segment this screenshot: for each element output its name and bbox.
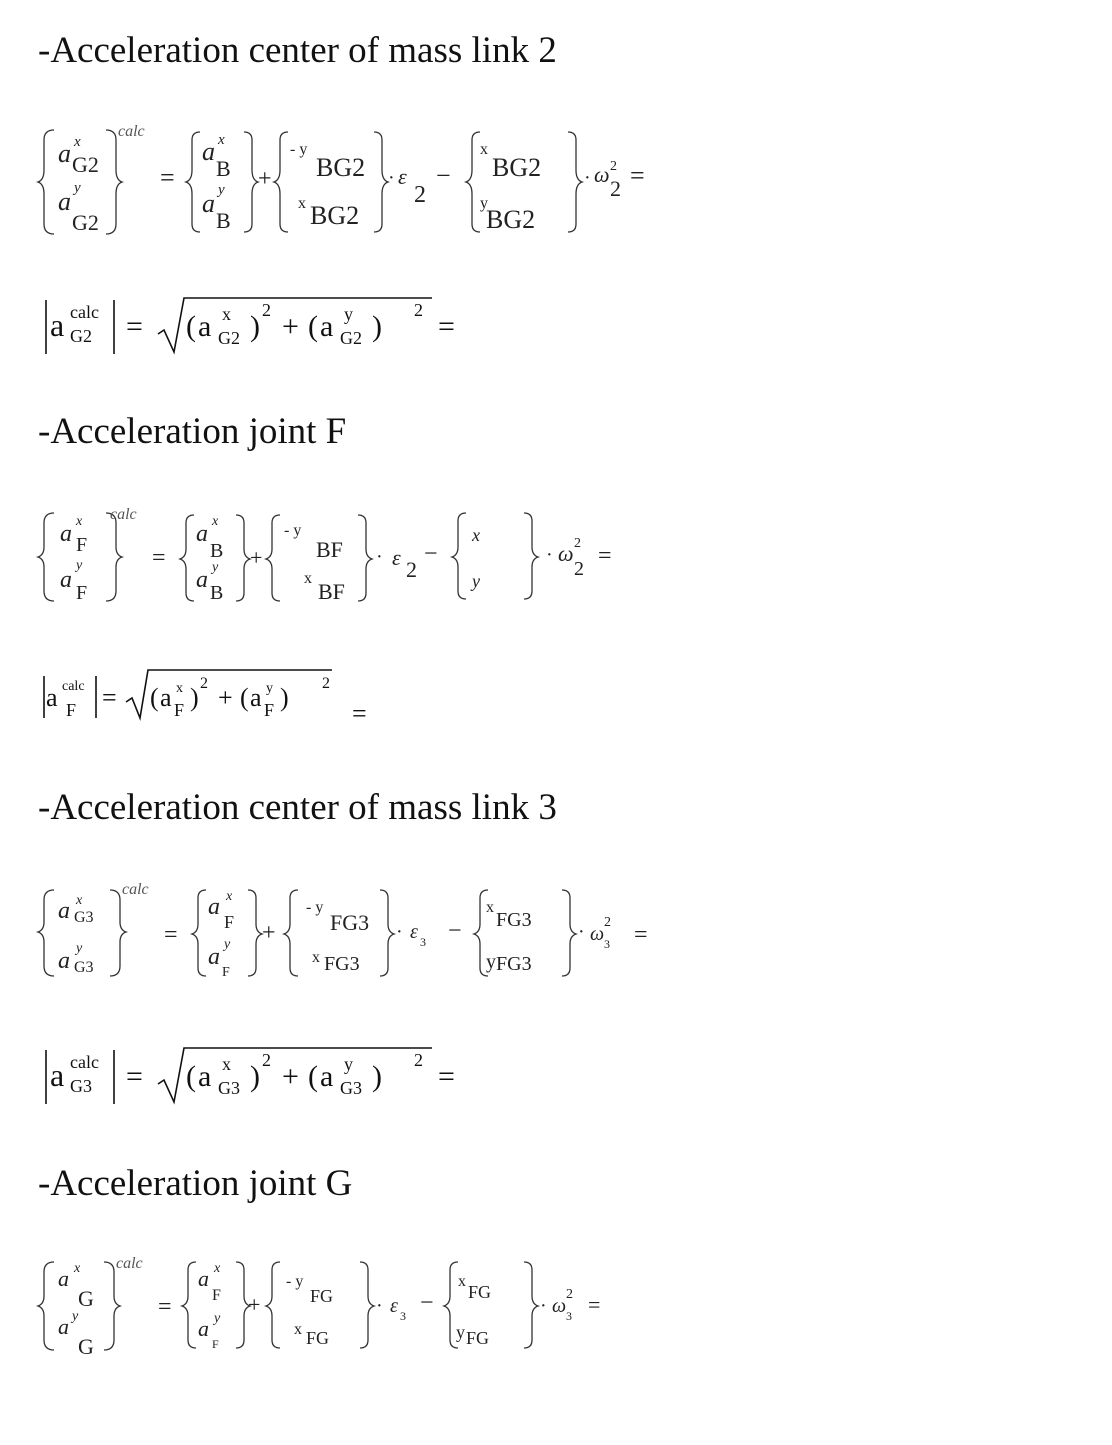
svg-text:): ) [250, 310, 260, 343]
lhs-top-sup: x [74, 134, 81, 150]
svg-text:2: 2 [414, 300, 423, 320]
omega-sub: 2 [610, 176, 621, 201]
svg-text:FG: FG [310, 1286, 334, 1306]
svg-text:): ) [190, 683, 199, 712]
svg-text:−: − [448, 918, 462, 944]
svg-text:2: 2 [414, 1050, 423, 1070]
svg-text:FG3: FG3 [330, 910, 370, 935]
svg-text:3: 3 [566, 1309, 572, 1323]
vector-equation [40, 118, 680, 248]
svg-text:F: F [222, 965, 230, 980]
term3-bot-sub: BG2 [486, 205, 536, 234]
svg-text:2: 2 [322, 675, 330, 692]
svg-text:B: B [210, 540, 224, 562]
left-brace [38, 130, 54, 234]
term2-top-sub: BG2 [316, 153, 366, 182]
svg-text:(: ( [240, 683, 249, 712]
vector-equation [40, 1250, 660, 1360]
svg-text:a: a [320, 310, 334, 343]
svg-text:a: a [46, 683, 58, 712]
svg-text:x: x [222, 304, 231, 324]
calc-superscript: calc [118, 123, 145, 140]
omega: ω [594, 162, 610, 187]
svg-text:ε: ε [392, 545, 401, 570]
svg-text:x: x [76, 514, 83, 529]
term3-bot-prefix: y [480, 195, 488, 212]
vector-equation [40, 503, 680, 613]
magnitude-equation [40, 290, 520, 360]
svg-text:(: ( [186, 1060, 196, 1093]
svg-text:F: F [212, 1337, 219, 1351]
svg-text:y: y [76, 558, 83, 573]
term2-bot-prefix: x [298, 195, 306, 212]
svg-text:F: F [224, 912, 235, 932]
svg-text:−: − [420, 1290, 434, 1316]
svg-text:a: a [198, 1316, 209, 1341]
svg-text:- y: - y [286, 1273, 304, 1290]
svg-text:y: y [456, 1322, 465, 1342]
vector-equation [40, 876, 700, 986]
svg-text:x: x [226, 889, 233, 904]
svg-text:G3: G3 [74, 959, 94, 976]
svg-text:2: 2 [566, 1287, 573, 1302]
svg-text:a: a [50, 1057, 65, 1093]
svg-text:calc: calc [110, 506, 137, 523]
term1-bot-sub: B [216, 208, 231, 233]
svg-text:+: + [282, 310, 299, 343]
svg-text:x: x [76, 893, 83, 908]
svg-text:y: y [486, 951, 496, 973]
section-heading: -Acceleration joint F [38, 411, 347, 452]
svg-text:calc: calc [116, 1255, 143, 1272]
svg-text:G3: G3 [340, 1078, 362, 1098]
svg-text:a: a [196, 521, 208, 547]
svg-text:=: = [352, 699, 367, 728]
svg-text:+: + [218, 683, 233, 712]
svg-text:y: y [76, 941, 83, 956]
epsilon-sub: 2 [414, 182, 426, 208]
svg-text:(: ( [308, 1060, 318, 1093]
equals-sign: = [126, 310, 143, 343]
svg-text:BF: BF [318, 579, 345, 604]
svg-text:=: = [152, 545, 166, 571]
dot-operator: · [388, 167, 395, 189]
section-heading: -Acceleration center of mass link 2 [38, 30, 557, 71]
svg-text:F: F [76, 582, 88, 604]
lhs-bot-sub: G2 [72, 210, 99, 235]
svg-text:): ) [280, 683, 289, 712]
section-heading: -Acceleration joint G [38, 1163, 353, 1204]
svg-text:G3: G3 [218, 1078, 240, 1098]
term1-top-base: a [202, 137, 215, 166]
svg-text:FG: FG [468, 1282, 492, 1302]
plus-sign: + [258, 166, 272, 192]
svg-text:y: y [344, 1054, 353, 1074]
svg-text:=: = [102, 683, 117, 712]
svg-text:2: 2 [262, 300, 271, 320]
svg-text:calc: calc [122, 881, 149, 898]
svg-text:·: · [546, 544, 553, 566]
svg-text:a: a [250, 683, 262, 712]
svg-text:x: x [304, 570, 312, 587]
omega-sup: 2 [610, 159, 617, 174]
dot-operator: · [584, 167, 591, 189]
svg-text:G: G [78, 1286, 94, 1311]
section-heading: -Acceleration center of mass link 3 [38, 787, 557, 828]
svg-text:a: a [320, 1060, 334, 1093]
svg-text:(: ( [150, 683, 159, 712]
svg-text:=: = [164, 922, 178, 948]
lhs-bot-base: a [58, 187, 71, 216]
svg-text:a: a [60, 521, 72, 547]
lhs-top-sub: G2 [72, 152, 99, 177]
mag-sub: G2 [70, 326, 92, 346]
svg-text:a: a [58, 1314, 69, 1339]
svg-text:FG3: FG3 [496, 953, 532, 975]
svg-text:·: · [540, 1295, 547, 1317]
svg-text:x: x [312, 949, 320, 966]
svg-text:F: F [66, 700, 77, 720]
term1-top-sub: B [216, 156, 231, 181]
svg-text:x: x [486, 899, 494, 916]
svg-text:(: ( [186, 310, 196, 343]
svg-text:G3: G3 [70, 1076, 92, 1096]
svg-text:2: 2 [604, 915, 611, 930]
svg-text:FG3: FG3 [324, 953, 360, 975]
svg-text:B: B [210, 582, 224, 604]
svg-text:x: x [458, 1273, 466, 1290]
svg-text:ω: ω [558, 541, 574, 566]
svg-text:·: · [578, 921, 585, 943]
svg-text:a: a [60, 567, 72, 593]
svg-text:x: x [74, 1261, 81, 1276]
svg-text:=: = [598, 543, 612, 569]
svg-text:3: 3 [420, 935, 426, 949]
svg-text:ω: ω [590, 923, 605, 945]
svg-text:=: = [126, 1060, 143, 1093]
svg-text:a: a [58, 1266, 69, 1291]
svg-text:x: x [222, 1054, 231, 1074]
term1-bot-sup: y [218, 182, 225, 198]
svg-text:y: y [344, 304, 353, 324]
svg-text:x: x [472, 525, 480, 545]
svg-text:- y: - y [284, 522, 302, 539]
svg-text:a: a [198, 1060, 212, 1093]
svg-text:BF: BF [316, 537, 343, 562]
equals-sign: = [160, 163, 175, 192]
right-brace [106, 130, 122, 234]
svg-text:2: 2 [406, 557, 417, 582]
svg-text:F: F [264, 700, 275, 720]
svg-text:a: a [196, 567, 208, 593]
svg-text:=: = [438, 1060, 455, 1093]
svg-text:FG: FG [466, 1328, 490, 1348]
svg-text:3: 3 [400, 1309, 406, 1323]
svg-text:ω: ω [552, 1295, 567, 1317]
svg-text:F: F [76, 534, 88, 556]
svg-text:y: y [212, 560, 219, 575]
lhs-bot-sup: y [74, 180, 81, 196]
svg-text:a: a [208, 944, 220, 970]
svg-text:G: G [78, 1334, 94, 1359]
svg-text:(: ( [308, 310, 318, 343]
svg-text:x: x [212, 514, 219, 529]
svg-text:x: x [176, 681, 183, 696]
svg-text:G3: G3 [74, 909, 94, 926]
svg-text:+: + [250, 545, 263, 570]
svg-text:y: y [72, 1309, 79, 1324]
svg-text:a: a [58, 898, 70, 924]
svg-text:): ) [372, 310, 382, 343]
svg-text:2: 2 [574, 536, 581, 551]
equals-sign: = [630, 161, 645, 190]
svg-text:calc: calc [70, 1052, 99, 1072]
term2-top-prefix: - y [290, 141, 308, 158]
svg-text:−: − [424, 541, 438, 567]
svg-text:y: y [224, 937, 231, 952]
svg-text:·: · [376, 1295, 383, 1317]
svg-text:a: a [208, 894, 220, 920]
svg-text:=: = [158, 1294, 172, 1320]
svg-text:x: x [214, 1261, 221, 1276]
svg-text:FG: FG [306, 1328, 330, 1348]
svg-text:y: y [472, 571, 480, 591]
term3-top-sub: BG2 [492, 153, 542, 182]
term1-top-sup: x [218, 132, 225, 148]
minus-sign: − [436, 161, 451, 190]
svg-text:a: a [160, 683, 172, 712]
lhs-top-base: a [58, 139, 71, 168]
svg-text:+: + [282, 1060, 299, 1093]
svg-text:3: 3 [604, 937, 610, 951]
epsilon: ε [398, 164, 407, 189]
svg-text:a: a [58, 948, 70, 974]
term2-bot-sub: BG2 [310, 201, 360, 230]
svg-text:): ) [372, 1060, 382, 1093]
magnitude-equation [40, 1040, 520, 1110]
svg-text:a: a [198, 1266, 209, 1291]
svg-text:2: 2 [262, 1050, 271, 1070]
svg-text:=: = [634, 922, 648, 948]
svg-text:·: · [396, 921, 403, 943]
svg-text:ε: ε [410, 921, 418, 943]
svg-text:F: F [212, 1287, 221, 1304]
svg-text:2: 2 [574, 558, 584, 580]
magnitude-equation [40, 664, 400, 734]
svg-text:F: F [174, 700, 185, 720]
svg-text:): ) [250, 1060, 260, 1093]
svg-text:=: = [588, 1292, 601, 1317]
mag-sup: calc [70, 302, 99, 322]
svg-text:- y: - y [306, 899, 324, 916]
svg-text:·: · [376, 546, 383, 568]
svg-text:calc: calc [62, 679, 85, 694]
term1-bot-base: a [202, 189, 215, 218]
svg-text:=: = [438, 310, 455, 343]
svg-text:2: 2 [200, 675, 208, 692]
svg-text:a: a [198, 310, 212, 343]
svg-text:FG3: FG3 [496, 909, 532, 931]
svg-text:x: x [294, 1321, 302, 1338]
svg-text:y: y [266, 681, 273, 696]
svg-text:+: + [248, 1292, 261, 1317]
svg-text:+: + [262, 920, 276, 946]
mag-base: a [50, 307, 65, 343]
term3-top-prefix: x [480, 141, 488, 158]
svg-text:ε: ε [390, 1295, 398, 1317]
svg-text:y: y [214, 1311, 221, 1326]
svg-text:G2: G2 [218, 328, 240, 348]
svg-text:G2: G2 [340, 328, 362, 348]
